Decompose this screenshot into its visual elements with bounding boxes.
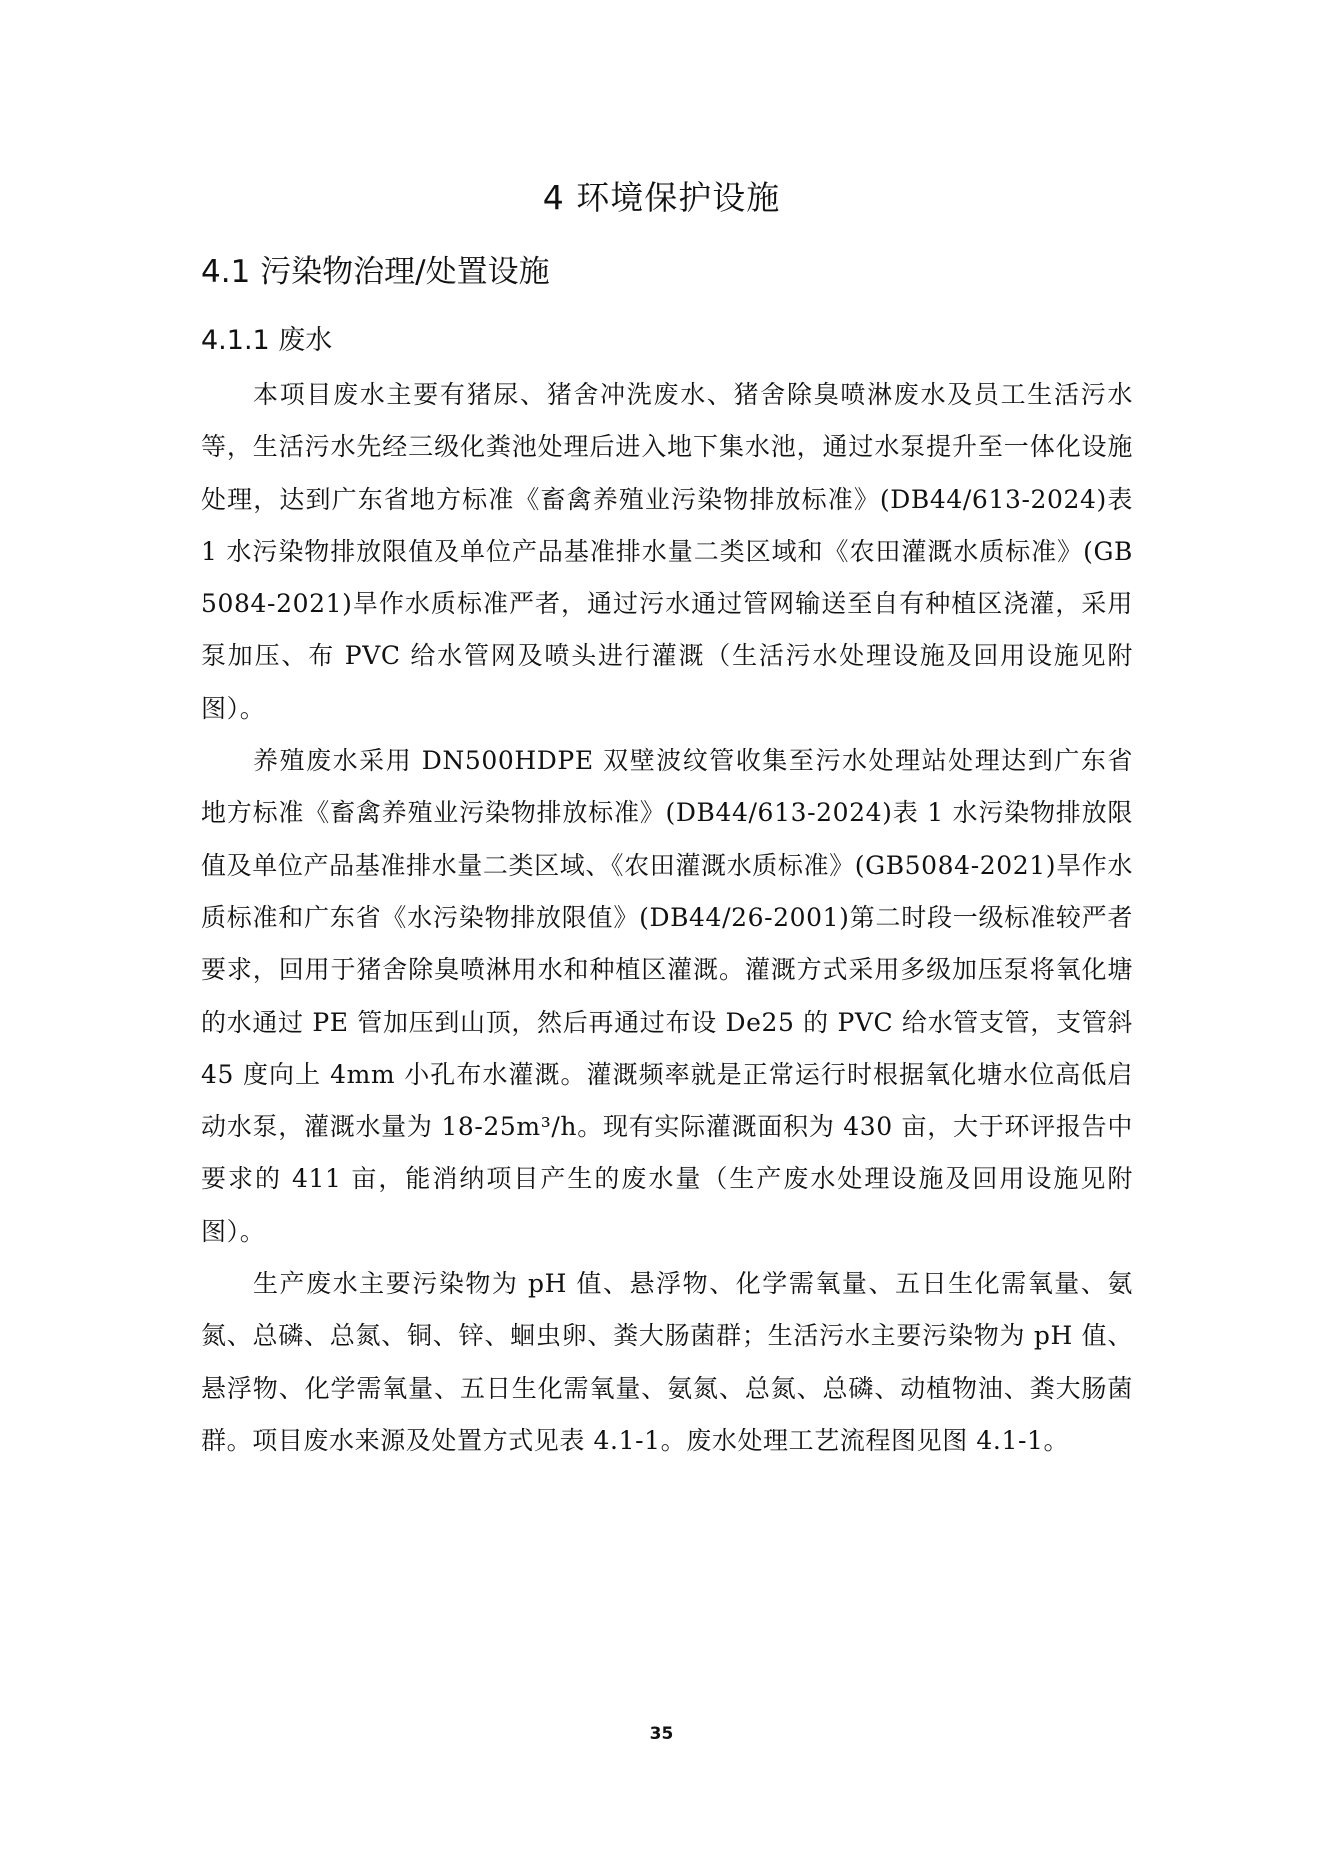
paragraph-pollutants: 生产废水主要污染物为 pH 值、悬浮物、化学需氧量、五日生化需氧量、氨氮、总磷、总氮、铜、锌、蛔虫卵、粪大肠菌群；生活污水主要污染物为 pH 值、悬浮物、化学需氧量、五日生化需氧量、氨氮、总氮、总磷、动植物油、粪大肠菌群。项目废水来源及处置方式见表 4.1-1。废水处理工艺流程图见图 4.1-1。 bbox=[201, 1269, 1133, 1455]
page-number: 35 bbox=[649, 1724, 674, 1744]
body-text bbox=[201, 369, 1133, 1467]
paragraph-domestic-wastewater: 本项目废水主要有猪尿、猪舍冲洗废水、猪舍除臭喷淋废水及员工生活污水等，生活污水先经三级化粪池处理后进入地下集水池，通过水泵提升至一体化设施处理，达到广东省地方标准《畜禽养殖业污染物排放标准》(DB44/613-2024)表 1 水污染物排放限值及单位产品基准排水量二类区域和《农田灌溉水质标准》(GB5084-2021)旱作水质标准严者，通过污水通过管网输送至自有种植区浇灌，采用泵加压、布 PVC 给水管网及喷头进行灌溉（生活污水处理设施及回用设施见附图）。 bbox=[201, 380, 1133, 723]
chapter-title: 4 环境保护设施 bbox=[542, 178, 781, 217]
subsection-title: 4.1.1 废水 bbox=[201, 325, 333, 356]
section-title: 4.1 污染物治理/处置设施 bbox=[201, 254, 550, 290]
paragraph-breeding-wastewater: 养殖废水采用 DN500HDPE 双壁波纹管收集至污水处理站处理达到广东省地方标准《畜禽养殖业污染物排放标准》(DB44/613-2024)表 1 水污染物排放限值及单位产品基准排水量二类区域、《农田灌溉水质标准》(GB5084-2021)旱作水质标准和广东省《水污染物排放限值》(DB44/26-2001)第二时段一级标准较严者要求，回用于猪舍除臭喷淋用水和种植区灌溉。灌溉方式采用多级加压泵将氧化塘的水通过 PE 管加压到山顶，然后再通过布设 De25 的 PVC 给水管支管，支管斜 45 度向上 4mm 小孔布水灌溉。灌溉频率就是正常运行时根据氧化塘水位高低启动水泵，灌溉水量为 18-25m³/h。现有实际灌溉面积为 430 亩，大于环评报告中要求的 411 亩，能消纳项目产生的废水量（生产废水处理设施及回用设施见附图）。 bbox=[201, 746, 1133, 1246]
